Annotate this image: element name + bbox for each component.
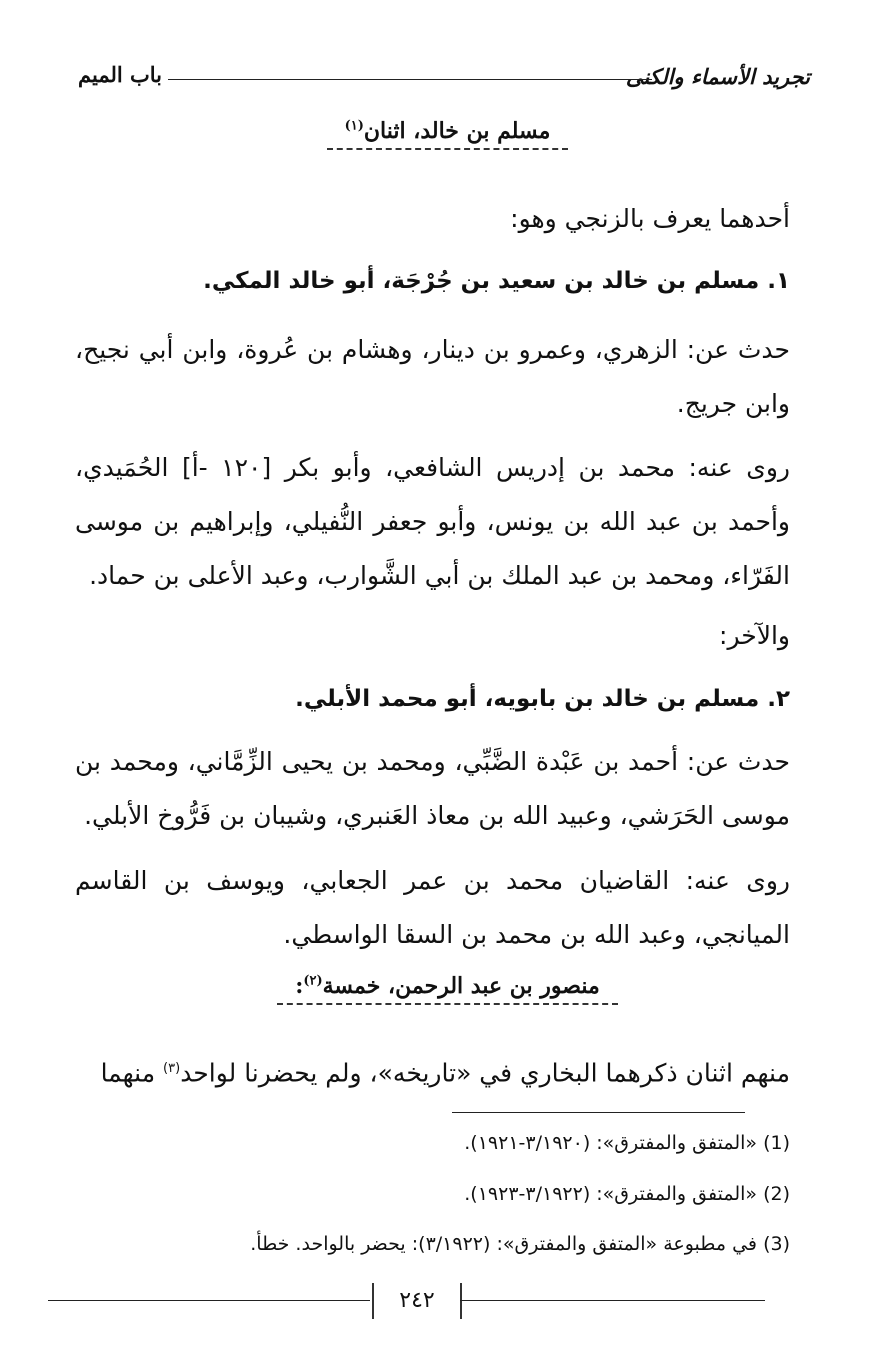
footnote-text: «المتفق والمفترق»: (٣/١٩٢٢-١٩٢٣). [464, 1183, 758, 1205]
page-number: ٢٤٢ [372, 1283, 462, 1319]
entry-heading-1: ١. مسلم بن خالد بن سعيد بن جُرْجَة، أبو خالد المكي. [203, 268, 790, 294]
header-rule [168, 79, 652, 80]
section-title-mansur [0, 973, 885, 999]
entry1-narrated-from: حدث عن: الزهري، وعمرو بن دينار، وهشام بن عُروة، وابن أبي نجيح، وابن جريج. [75, 335, 790, 418]
footnote-number: (3) [763, 1233, 790, 1255]
entry1-narrated-by: روى عنه: محمد بن إدريس الشافعي، وأبو بكر [١٢٠ -أ] الحُمَيدي، وأحمد بن عبد الله بن يونس، وأبو جعفر النُّفيلي، وإبراهيم بن موسى الفَرّاء، ومحمد بن عبد الملك بن أبي الشَّوارب، وعبد الأعلى بن حماد. [75, 453, 790, 590]
footnote-text: في مطبوعة «المتفق والمفترق»: (٣/١٩٢٢): يحضر بالواحد. خطأ. [250, 1233, 758, 1255]
footnote-ref-inline: (٣) [163, 1061, 181, 1076]
footnote-ref: (١) [344, 118, 364, 134]
entry-heading-2: ٢. مسلم بن خالد بن بابويه، أبو محمد الأبلي. [295, 686, 790, 712]
section2-paragraph [75, 1042, 790, 1100]
entry2-narrated-from: حدث عن: أحمد بن عَبْدة الضَّبِّي، ومحمد بن يحيى الزِّمَّاني، ومحمد بن موسى الحَرَشي، وعبيد الله بن معاذ العَنبري، وشيبان بن فَرُّوخ الأبلي. [75, 747, 790, 830]
entry2-narrated-by: روى عنه: القاضيان محمد بن عمر الجعابي، ويوسف بن القاسم الميانجي، وعبد الله بن محمد بن السقا الواسطي. [75, 866, 790, 949]
section-intro: أحدهما يعرف بالزنجي وهو: [510, 204, 790, 233]
section-title-muslim-ibn-khalid [0, 118, 885, 144]
footnote-1 [75, 1132, 790, 1154]
footnote-2 [75, 1183, 790, 1205]
footnote-number: (1) [763, 1132, 790, 1154]
section-other-label: والآخر: [719, 621, 790, 650]
section2-text-before: منهم اثنان ذكرهما البخاري في «تاريخه»، ولم يحضرنا لواحد [180, 1058, 790, 1088]
section-title-text: مسلم بن خالد، اثنان [363, 118, 551, 144]
section-title-text: منصور بن عبد الرحمن، خمسة [322, 973, 600, 999]
footnote-text: «المتفق والمفترق»: (٣/١٩٢٠-١٩٢١). [464, 1132, 758, 1154]
footnote-rule [452, 1112, 745, 1113]
footnote-ref: (٢) [303, 973, 323, 989]
footer-rule-left [48, 1300, 370, 1301]
running-header-chapter: باب الميم [78, 62, 163, 87]
section-title-colon: : [295, 973, 304, 999]
section2-text-after: منهما [100, 1058, 156, 1088]
running-header-book-title: تجريد الأسماء والكنى [625, 64, 810, 89]
footnote-number: (2) [763, 1183, 790, 1205]
footnote-3 [75, 1233, 790, 1255]
footer-rule-right [460, 1300, 765, 1301]
